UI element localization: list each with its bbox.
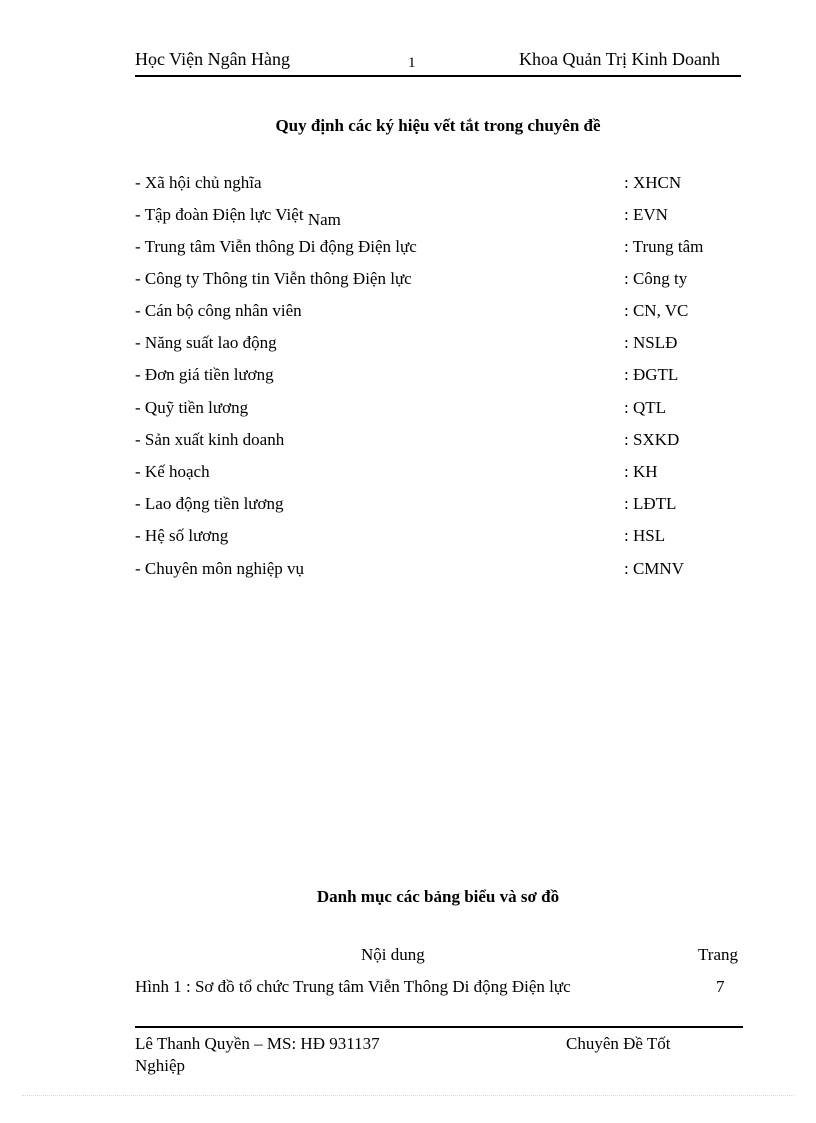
abbreviation-code: : ĐGTL bbox=[624, 365, 679, 384]
footer-author: Lê Thanh Quyền – MS: HĐ 931137 bbox=[135, 1034, 380, 1053]
abbreviation-label-suffix: Nam bbox=[307, 210, 341, 229]
abbreviation-row bbox=[135, 269, 735, 293]
abbreviation-label: - Kế hoạch bbox=[135, 462, 210, 481]
column-header-content: Nội dung bbox=[361, 945, 425, 964]
abbreviation-code: : NSLĐ bbox=[624, 333, 678, 352]
header-rule bbox=[135, 75, 741, 77]
abbreviation-code: : HSL bbox=[624, 526, 666, 545]
abbreviation-label: - Công ty Thông tin Viễn thông Điện lực bbox=[135, 269, 412, 288]
abbreviation-row bbox=[135, 462, 735, 486]
abbreviation-label: - Hệ số lương bbox=[135, 526, 229, 545]
figure-entry-page: 7 bbox=[716, 977, 725, 996]
abbreviation-row bbox=[135, 430, 735, 454]
abbreviation-label: - Đơn giá tiền lương bbox=[135, 365, 274, 384]
abbreviation-code: : KH bbox=[624, 462, 658, 481]
abbreviation-label: - Trung tâm Viễn thông Di động Điện lực bbox=[135, 237, 417, 256]
abbreviation-code: : LĐTL bbox=[624, 494, 677, 513]
abbreviation-row bbox=[135, 494, 735, 518]
tables-list-title: Danh mục các bảng biểu và sơ đồ bbox=[316, 887, 560, 906]
abbreviation-row bbox=[135, 365, 735, 389]
header-institution: Học Viện Ngân Hàng bbox=[135, 49, 291, 69]
abbreviation-row bbox=[135, 237, 735, 261]
column-header-page: Trang bbox=[698, 945, 738, 964]
abbreviation-row bbox=[135, 526, 735, 550]
abbreviation-row bbox=[135, 333, 735, 357]
abbreviations-title: Quy định các ký hiệu vết tắt trong chuyên đề bbox=[275, 116, 601, 135]
abbreviation-row bbox=[135, 301, 735, 325]
footer-rule bbox=[135, 1026, 743, 1028]
abbreviation-row bbox=[135, 398, 735, 422]
figure-entry-text: Hình 1 : Sơ đồ tổ chức Trung tâm Viễn Thông Di động Điện lực bbox=[135, 977, 571, 996]
abbreviation-label: - Năng suất lao động bbox=[135, 333, 277, 352]
abbreviation-label: - Cán bộ công nhân viên bbox=[135, 301, 302, 320]
abbreviation-code: : Công ty bbox=[624, 269, 688, 288]
abbreviation-label: - Tập đoàn Điện lực Việt Nam bbox=[135, 205, 341, 229]
abbreviation-row bbox=[135, 559, 735, 583]
footer-doc-type-continued: Nghiệp bbox=[135, 1056, 186, 1075]
abbreviation-code: : XHCN bbox=[624, 173, 682, 192]
abbreviation-code: : EVN bbox=[624, 205, 668, 224]
abbreviation-row bbox=[135, 205, 735, 229]
abbreviation-code: : CMNV bbox=[624, 559, 684, 578]
abbreviation-code: : SXKD bbox=[624, 430, 680, 449]
abbreviation-code: : Trung tâm bbox=[624, 237, 704, 256]
footer-doc-type: Chuyên Đề Tốt bbox=[566, 1034, 671, 1053]
abbreviation-label: - Chuyên môn nghiệp vụ bbox=[135, 559, 305, 578]
abbreviation-code: : CN, VC bbox=[624, 301, 689, 320]
abbreviation-code: : QTL bbox=[624, 398, 667, 417]
abbreviation-label: - Sản xuất kinh doanh bbox=[135, 430, 285, 449]
page-number: 1 bbox=[408, 55, 416, 71]
abbreviation-row bbox=[135, 173, 735, 197]
abbreviation-label: - Lao động tiền lương bbox=[135, 494, 284, 513]
header-faculty: Khoa Quản Trị Kinh Doanh bbox=[519, 49, 720, 69]
abbreviation-label: - Xã hội chủ nghĩa bbox=[135, 173, 262, 192]
page-bottom-dotted-line bbox=[22, 1095, 794, 1096]
abbreviation-label: - Quỹ tiền lương bbox=[135, 398, 249, 417]
